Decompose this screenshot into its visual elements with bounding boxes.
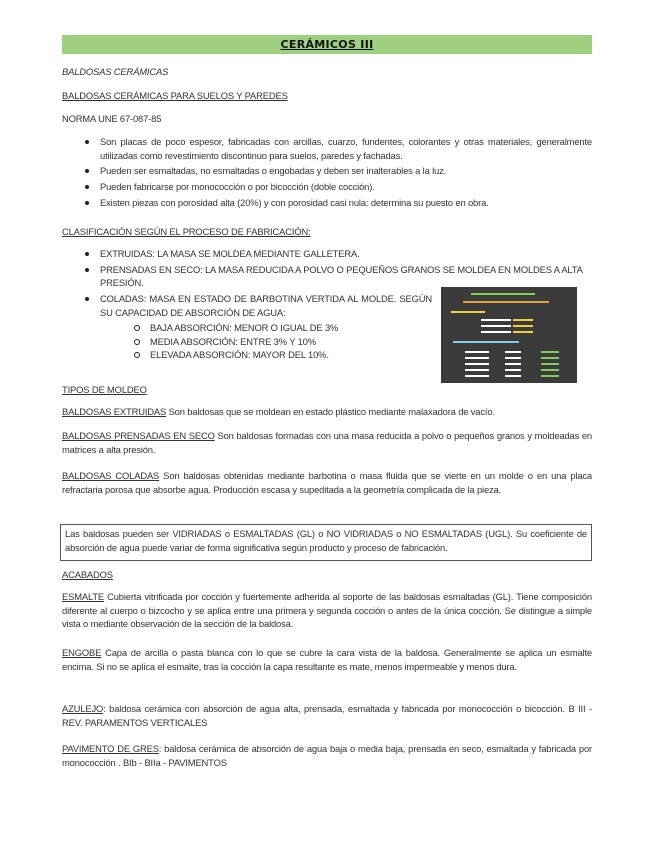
bullet-item: Son placas de poco espesor, fabricadas con arcillas, cuarzo, fundentes, colorantes y otras materiales, generalmente utilizadas como revestimiento discontinuo para suelos, paredes y fachadas. — [62, 135, 592, 162]
tipo-text: Son baldosas que se moldean en estado plástico mediante malaxadora de vacío. — [166, 406, 495, 417]
acabado-term: ESMALTE — [62, 591, 105, 602]
intro-bullet-list — [62, 135, 592, 211]
tipo-term: BALDOSAS COLADAS — [62, 470, 160, 481]
acabado-paragraph — [62, 742, 592, 769]
tipo-text: Son baldosas obtenidas mediante barbotina o masa fluida que se vierte en un molde o en una placa refractaria porosa que absorbe agua. Producción escasa y supeditada a la geometría complicada de la pieza. — [62, 470, 592, 495]
tipo-text: Son baldosas formadas con una masa reducida a polvo o pequeños granos y moldeadas en matrices a alta presión. — [62, 430, 592, 455]
acabado-term: PAVIMENTO DE GRES — [62, 743, 159, 754]
acabado-term: AZULEJO — [62, 703, 104, 714]
tipo-paragraph — [62, 405, 592, 419]
acabado-term: ENGOBE — [62, 647, 102, 658]
tipos-heading: TIPOS DE MOLDEO — [62, 384, 147, 395]
acabado-paragraph — [62, 646, 592, 673]
tipo-paragraph — [62, 469, 592, 496]
bullet-item: Pueden fabricarse por monococción o por bicocción (doble cocción). — [62, 180, 592, 194]
acabado-text: Capa de arcilla o pasta blanca con lo que se cubre la cara vista de la baldosa. Generalmente se aplica un esmalte encima. Si no se aplica el esmalte, tras la cocción la capa resultante es mate, menos impermeable y menos dura. — [62, 647, 592, 672]
bullet-item: Existen piezas con porosidad alta (20%) y con porosidad casi nula: determina su puesto en obra. — [62, 196, 592, 210]
sub-bullet-item: BAJA ABSORCIÓN: MENOR O IGUAL DE 3% — [62, 321, 592, 335]
acabado-text: : baldosa cerámica con absorción de agua alta, prensada, esmaltada y fabricada por monococción o bicocción. B III - REV. PARAMENTOS VERTICALES — [62, 703, 592, 728]
bullet-item: PRENSADAS EN SECO: LA MASA REDUCIDA A POLVO O PEQUEÑOS GRANOS SE MOLDEA EN MOLDES A ALTA PRESIÓN. — [62, 263, 592, 290]
classification-table-image — [441, 287, 577, 383]
page-title: CERÁMICOS III — [62, 35, 592, 54]
tipo-term: BALDOSAS EXTRUIDAS — [62, 406, 167, 417]
sub-bullet-item: MEDIA ABSORCIÓN: ENTRE 3% Y 10% — [62, 335, 592, 349]
acabado-text: Cubierta vitrificada por cocción y fuertemente adherida al soporte de las baldosas esmaltadas (GL). Tiene composición diferente al cuerpo o bizcocho y se aplica entre una primera y segunda cocción o antes de la única cocción. Se distingue a simple vista o mediante observación de la sección de la baldosa. — [62, 591, 592, 630]
bullet-item: COLADAS: MASA EN ESTADO DE BARBOTINA VERTIDA AL MOLDE. SEGÚN SU CAPACIDAD DE ABSORCIÓN DE AGUA: — [62, 292, 432, 319]
bullet-item: Pueden ser esmaltadas, no esmaltadas o engobadas y deben ser inalterables a la luz. — [62, 164, 592, 178]
tipo-term: BALDOSAS PRENSADAS EN SECO — [62, 430, 215, 441]
acabado-paragraph — [62, 590, 592, 631]
section-heading: BALDOSAS CERÁMICAS PARA SUELOS Y PAREDES — [62, 90, 288, 101]
tipo-paragraph — [62, 429, 592, 456]
acabados-heading: ACABADOS — [62, 569, 113, 580]
clasificacion-heading: CLASIFICACIÓN SEGÚN EL PROCESO DE FABRICACIÓN: — [62, 226, 311, 237]
acabado-text: : baldosa cerámica de absorción de agua baja o media baja, prensada en seco, esmaltada y fabricada por monococción . BIb - BIIa - PAVIMENTOS — [62, 743, 592, 768]
acabado-paragraph — [62, 702, 592, 729]
section-heading-italic: BALDOSAS CERÁMICAS — [62, 66, 169, 77]
bullet-item: EXTRUIDAS: LA MASA SE MOLDEA MEDIANTE GALLETERA. — [62, 247, 592, 261]
norma-reference: NORMA UNE 67-087-85 — [62, 113, 162, 124]
sub-bullet-item: ELEVADA ABSORCIÓN: MAYOR DEL 10%. — [62, 348, 592, 362]
boxed-note: Las baldosas pueden ser VIDRIADAS o ESMALTADAS (GL) o NO VIDRIADAS o NO ESMALTADAS (UGL). Su coeficiente de absorción de agua puede variar de forma significativa según producto y proceso de fabricación. — [60, 524, 592, 561]
